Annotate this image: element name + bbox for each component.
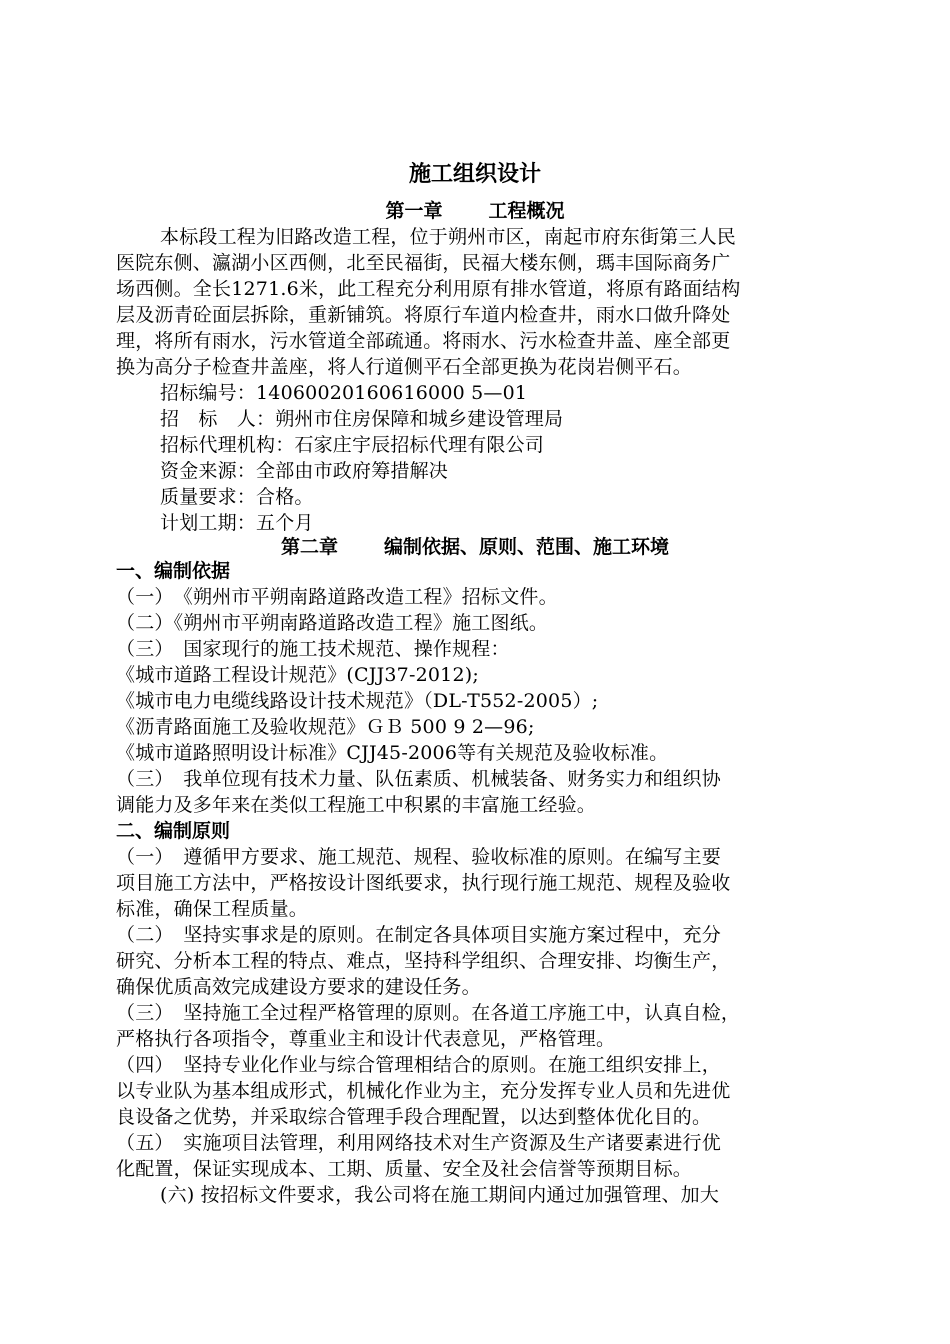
principle-line: （三） 坚持施工全过程严格管理的原则。在各道工序施工中，认真自检， xyxy=(116,1002,741,1024)
chapter-name: 编制依据、原则、范围、施工环境 xyxy=(384,536,670,558)
basis-line: （二）《朔州市平朔南路道路改造工程》施工图纸。 xyxy=(116,612,549,634)
principle-line: 良设备之优势，并采取综合管理手段合理配置，以达到整体优化目的。 xyxy=(116,1106,712,1128)
chapter-name: 工程概况 xyxy=(488,200,565,222)
principle-line: 研究、分析本工程的特点、难点，坚持科学组织、合理安排、均衡生产， xyxy=(116,950,731,972)
principle-line: （五） 实施项目法管理，利用网络技术对生产资源及生产诸要素进行优 xyxy=(116,1132,721,1154)
principle-line: 化配置，保证实现成本、工期、质量、安全及社会信誉等预期目标。 xyxy=(116,1158,693,1180)
basis-line: 《城市道路照明设计标准》CJJ45-2006等有关规范及验收标准。 xyxy=(116,742,669,764)
document-title: 施工组织设计 xyxy=(408,162,541,187)
overview-line: 层及沥青砼面层拆除，重新铺筑。将原行车道内检查井，雨水口做升降处 xyxy=(116,304,731,326)
principle-line: 以专业队为基本组成形式，机械化作业为主，充分发挥专业人员和先进优 xyxy=(116,1080,731,1102)
overview-line: 理，将所有雨水，污水管道全部疏通。将雨水、污水检查井盖、座全部更 xyxy=(116,330,731,352)
principle-line: （一） 遵循甲方要求、施工规范、规程、验收标准的原则。在编写主要 xyxy=(116,846,721,868)
overview-line: 本标段工程为旧路改造工程，位于朔州市区，南起市府东街第三人民 xyxy=(160,226,737,248)
basis-line: （一） 《朔州市平朔南路道路改造工程》招标文件。 xyxy=(116,586,558,608)
tenderer: 招 标 人：朔州市住房保障和城乡建设管理局 xyxy=(160,408,564,430)
principle-line: 项目施工方法中，严格按设计图纸要求，执行现行施工规范、规程及验收 xyxy=(116,872,731,894)
chapter-number: 第二章 xyxy=(280,536,338,558)
basis-line: 调能力及多年来在类似工程施工中积累的丰富施工经验。 xyxy=(116,794,597,816)
section-heading-principles: 二、编制原则 xyxy=(116,820,231,842)
quality-requirement: 质量要求：合格。 xyxy=(160,486,314,508)
basis-line: （三） 国家现行的施工技术规范、操作规程： xyxy=(116,638,510,660)
principle-line: 严格执行各项指令，尊重业主和设计代表意见，严格管理。 xyxy=(116,1028,616,1050)
chapter-2-heading xyxy=(0,534,950,560)
bid-number: 招标编号：14060020160616000 5—01 xyxy=(160,382,528,404)
basis-line: 《沥青路面施工及验收规范》ＧＢ 500 9 2—96; xyxy=(116,716,535,738)
funding-source: 资金来源：全部由市政府筹措解决 xyxy=(160,460,449,482)
principle-line: 标准，确保工程质量。 xyxy=(116,898,309,920)
chapter-number: 第一章 xyxy=(385,200,443,222)
tender-agency: 招标代理机构：石家庄宇辰招标代理有限公司 xyxy=(160,434,545,456)
principle-line: 确保优质高效完成建设方要求的建设任务。 xyxy=(116,976,481,998)
basis-line: （三） 我单位现有技术力量、队伍素质、机械装备、财务实力和组织协 xyxy=(116,768,721,790)
principle-line: (六) 按招标文件要求，我公司将在施工期间内通过加强管理、加大 xyxy=(160,1184,720,1206)
planned-duration: 计划工期：五个月 xyxy=(160,512,314,534)
chapter-1-heading xyxy=(0,198,950,224)
overview-line: 医院东侧、瀛湖小区西侧，北至民福街，民福大楼东侧，瑪丰国际商务广 xyxy=(116,252,731,274)
section-heading-basis: 一、编制依据 xyxy=(116,560,231,582)
principle-line: （四） 坚持专业化作业与综合管理相结合的原则。在施工组织安排上， xyxy=(116,1054,721,1076)
principle-line: （二） 坚持实事求是的原则。在制定各具体项目实施方案过程中，充分 xyxy=(116,924,721,946)
overview-line: 换为高分子检查井盖座，将人行道侧平石全部更换为花岗岩侧平石。 xyxy=(116,356,693,378)
basis-line: 《城市道路工程设计规范》(CJJ37-2012); xyxy=(116,664,479,686)
basis-line: 《城市电力电缆线路设计技术规范》（DL-T552-2005）; xyxy=(116,690,599,712)
overview-line: 场西侧。全长1271.6米，此工程充分利用原有排水管道，将原有路面结构 xyxy=(116,278,741,300)
